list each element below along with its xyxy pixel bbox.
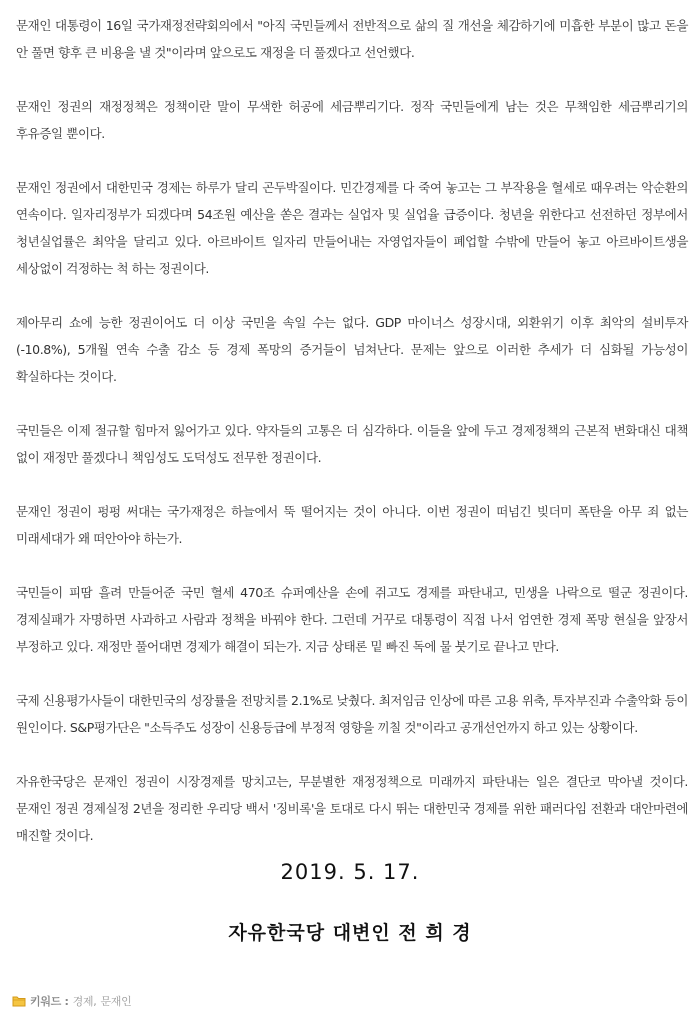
folder-icon <box>12 995 26 1007</box>
keyword-link-economy[interactable]: 경제 <box>72 995 94 1008</box>
article-paragraph-3: 문재인 정권에서 대한민국 경제는 하루가 달리 곤두박질이다. 민간경제를 다 죽여 놓고는 그 부작용을 혈세로 때우려는 악순환의 연속이다. 일자리정부가 되겠다며 54조원 예산을 쏟은 결과는 실업자 및 실업율 급증이다. 청년을 위한다고 선전하던 정부에서 청년실업률은 최악을 달리고 있다. 아르바이트 일자리 만들어내는 자영업자들이 폐업할 수밖에 만들어 놓고 아르바이트생을 세상없이 걱정하는 척 하는 정권이다. <box>16 180 688 276</box>
statement-date: 2019. 5. 17. <box>280 860 420 884</box>
keyword-separator: , <box>93 994 97 1008</box>
article-body <box>16 12 688 876</box>
article-paragraph-4: 제아무리 쇼에 능한 정권이어도 더 이상 국민을 속일 수는 없다. GDP 마이너스 성장시대, 외환위기 이후 최악의 설비투자(-10.8%), 5개월 연속 수출 감소 등 경제 폭망의 증거들이 넘쳐난다. 문제는 앞으로 이러한 추세가 더 심화될 가능성이 확실하다는 것이다. <box>16 315 688 384</box>
article-paragraph-1: 문재인 대통령이 16일 국가재정전략회의에서 "아직 국민들께서 전반적으로 삶의 질 개선을 체감하기에 미흡한 부분이 많고 돈을 안 풀면 향후 큰 비용을 낼 것"이라며 앞으로도 재정을 더 풀겠다고 선언했다. <box>16 18 688 60</box>
article-paragraph-8: 국제 신용평가사들이 대한민국의 성장률을 전망치를 2.1%로 낮췄다. 최저임금 인상에 따른 고용 위축, 투자부진과 수출악화 등이 원인이다. S&P평가단은 "소득주도 성장이 신용등급에 부정적 영향을 끼칠 것"이라고 공개선언까지 하고 있는 상황이다. <box>16 693 688 735</box>
article-paragraph-5: 국민들은 이제 절규할 힘마저 잃어가고 있다. 약자들의 고통은 더 심각하다. 이들을 앞에 두고 경제정책의 근본적 변화대신 대책 없이 재정만 풀겠다니 책임성도 도덕성도 전무한 정권이다. <box>16 423 688 465</box>
keyword-label: 키워드 : <box>30 995 69 1008</box>
keyword-link-moon-jae-in[interactable]: 문재인 <box>100 995 132 1008</box>
article-paragraph-9: 자유한국당은 문재인 정권이 시장경제를 망치고는, 무분별한 재정정책으로 미래까지 파탄내는 일은 결단코 막아낼 것이다. 문재인 정권 경제실정 2년을 정리한 우리당 백서 '징비록'을 토대로 다시 뛰는 대한민국 경제를 위한 패러다임 전환과 대안마련에 매진할 것이다. <box>16 774 688 843</box>
article-paragraph-7: 국민들이 피땀 흘려 만들어준 국민 혈세 470조 슈퍼예산을 손에 쥐고도 경제를 파탄내고, 민생을 나락으로 떨군 정권이다. 경제실패가 자명하면 사과하고 사람과 정책을 바꿔야 한다. 그런데 거꾸로 대통령이 직접 나서 엄연한 경제 폭망 현실을 앞장서 부정하고 있다. 재정만 풀어대면 경제가 해결이 되는가. 지금 상태론 밑 빠진 독에 물 붓기로 끝나고 만다. <box>16 585 688 654</box>
article-paragraph-2: 문재인 정권의 재정정책은 정책이란 말이 무색한 허공에 세금뿌리기다. 정작 국민들에게 남는 것은 무책임한 세금뿌리기의 후유증일 뿐이다. <box>16 99 688 141</box>
keyword-bar <box>12 993 131 1009</box>
article-paragraph-6: 문재인 정권이 펑펑 써대는 국가재정은 하늘에서 뚝 떨어지는 것이 아니다. 이번 정권이 떠넘긴 빚더미 폭탄을 아무 죄 없는 미래세대가 왜 떠안아야 하는가. <box>16 504 688 546</box>
spokesperson-signature: 자유한국당 대변인 전 희 경 <box>228 922 472 944</box>
